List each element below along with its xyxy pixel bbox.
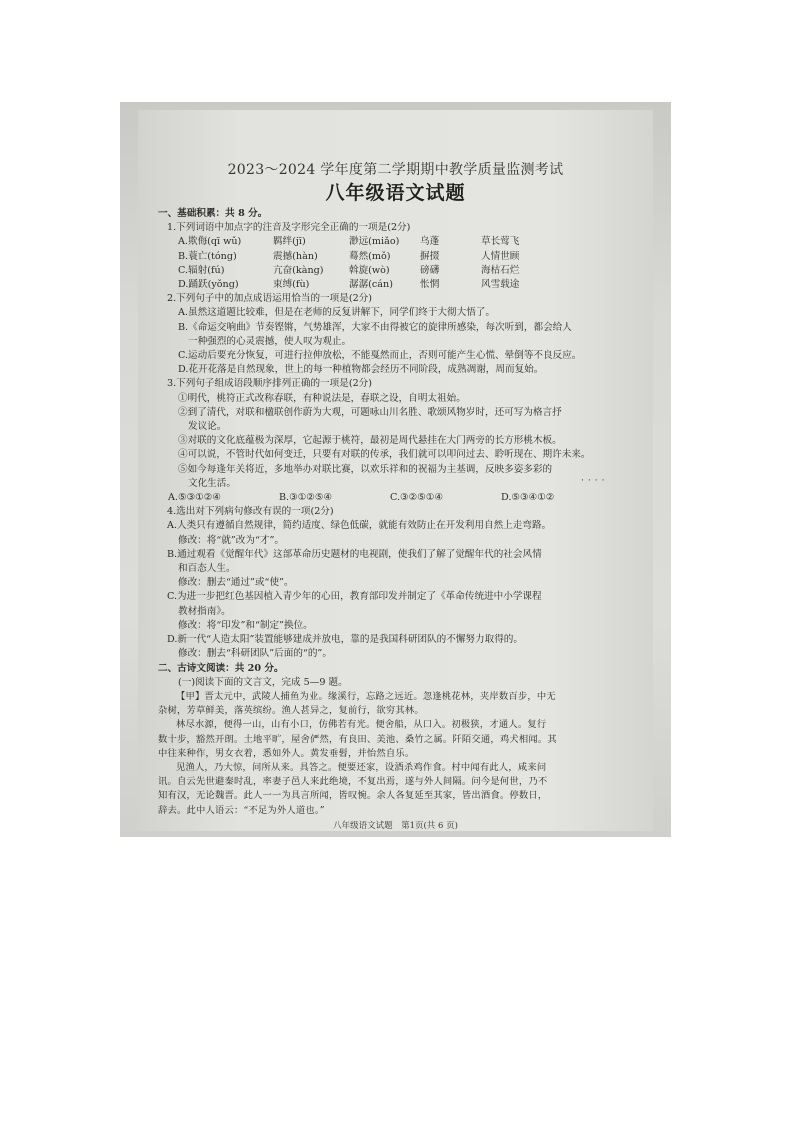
option-cell: 震撼(hàn) xyxy=(273,250,318,262)
question-2-option-cont: 一种强烈的心灵震撼，使人叹为观止。 xyxy=(188,335,352,347)
exam-content xyxy=(158,152,636,818)
option-cell: 潺潺(cán) xyxy=(349,279,393,291)
option-cell: D.踊跃(yǒng) xyxy=(178,279,239,291)
question-4-lines xyxy=(158,519,636,661)
question-4-line: B.通过观看《觉醒年代》这部革命历史题材的电视剧，使我们了解了觉醒年代的社会风情 xyxy=(167,548,542,560)
option-cell: 束缚(fù) xyxy=(273,279,310,291)
question-4-line: 修改：删去“科研团队”后面的“的”。 xyxy=(178,648,332,660)
option-cell: 乌蓬 xyxy=(420,236,440,248)
question-2-option: A.虽然这道题比较难，但是在老师的反复讲解下，同学们终于大彻大悟了。 xyxy=(178,307,495,319)
option-cell: B.蓑亡(tóng) xyxy=(178,250,237,262)
option-cell: 蓦然(mǒ) xyxy=(349,250,391,262)
question-1-option-row xyxy=(158,235,636,249)
exam-title: 2023～2024 学年度第二学期期中教学质量监测考试 xyxy=(227,162,564,178)
option-cell: 摒掇 xyxy=(420,250,440,262)
question-4-line: D.新一代“人造太阳”装置能够建成并放电，靠的是我国科研团队的不懈努力取得的。 xyxy=(167,634,523,646)
classical-passage xyxy=(158,690,636,818)
option-cell: 斡旋(wò) xyxy=(349,264,390,276)
question-3-sentence: ④可以说，不管时代如何变迁，只要有对联的传承，我们就可以叩问过去、聆听现在、期许未来。 xyxy=(178,449,591,461)
question-1-option-row xyxy=(158,264,636,278)
question-4-line: 修改：将“印发”和“制定”换位。 xyxy=(178,619,313,631)
passage-line: 辞去。此中人语云：“不足为外人道也。” xyxy=(158,804,325,816)
question-3-sentence: ③对联的文化底蕴极为深厚，它起源于桃符，最初是周代悬挂在大门两旁的长方形桃木板。 xyxy=(178,435,562,447)
question-2-option: B.《命运交响曲》节奏铿锵，气势雄浑，大家不由得被它的旋律所感染，每次听到，都会给人 xyxy=(178,321,572,333)
question-3-stem: 3.下列句子组成语段顺序排列正确的一项是(2分) xyxy=(167,378,373,390)
question-4-line: A.人类只有遵循自然规律，简约适度、绿色低碳，就能有效防止在开发利用自然上走弯路。 xyxy=(167,520,552,532)
option-cell: 海枯石烂 xyxy=(481,264,520,276)
question-4-line: C.为进一步把红色基因植入青少年的心田，教育部印发并制定了《革命传统进中小学课程 xyxy=(167,591,542,603)
question-3-sentence: ②到了清代，对联和楹联创作蔚为大观，可题咏山川名胜、歌颂风物岁时，还可写为格言抒 xyxy=(178,406,562,418)
passage-line: 【甲】晋太元中，武陵人捕鱼为业。缘溪行，忘路之远近。忽逢桃花林，夹岸数百步，中无 xyxy=(176,690,556,702)
option-cell: C.辐射(fú) xyxy=(178,264,225,276)
passage-line: 讯。自云先世避秦时乱，率妻子邑人来此绝境，不复出焉，遂与外人间隔。问今是何世，乃不 xyxy=(158,776,548,788)
reading-instruction: (一)阅读下面的文言文，完成 5—9 题。 xyxy=(178,676,348,688)
question-1-stem: 1.下列词语中加点字的注音及字形完全正确的一项是(2分) xyxy=(167,222,411,234)
section-2-heading: 二、古诗文阅读：共 20 分。 xyxy=(158,662,284,674)
exam-subject-title: 八年级语文试题 xyxy=(325,182,466,204)
question-2-option: C.运动后要充分恢复，可进行拉伸放松，不能戛然而止，否则可能产生心慌、晕倒等不良反应。 xyxy=(178,350,582,362)
question-3-options xyxy=(158,491,636,505)
question-3-sentence: ①明代，桃符正式改称春联，有种说法是，春联之设，自明太祖始。 xyxy=(178,392,466,404)
passage-line: 林尽水源，便得一山，山有小口，仿佛若有光。便舍船，从口入。初极狭，才通人。复行 xyxy=(176,719,547,731)
passage-line: 中往来种作，男女衣着，悉如外人。黄发垂髫，并怡然自乐。 xyxy=(158,747,415,759)
passage-line: 杂树，芳草鲜美，落英缤纷。渔人甚异之，复前行，欲穷其林。 xyxy=(158,705,424,717)
option-d: D.⑤③④①② xyxy=(501,492,555,504)
question-4-stem: 4.选出对下列病句修改有误的一项(2分) xyxy=(167,506,334,518)
question-4-line: 修改：将“就”改为“才”。 xyxy=(178,534,284,546)
option-cell: 怅惘 xyxy=(420,279,440,291)
question-3-sentence-cont: 发议论。 xyxy=(188,421,227,433)
option-cell: 磅礴 xyxy=(420,264,440,276)
section-1-heading: 一、基础积累：共 8 分。 xyxy=(158,208,268,219)
option-cell: 人情世顾 xyxy=(481,250,520,262)
option-cell: A.欺侮(qī wǔ) xyxy=(178,236,242,248)
question-1-option-row xyxy=(158,250,636,264)
question-4-line: 修改：删去“通过”或“使”。 xyxy=(178,577,294,589)
option-a: A.⑤③①②④ xyxy=(168,492,221,504)
option-c: C.③②⑤①④ xyxy=(390,492,444,504)
passage-line: 知有汉，无论魏晋。此人一一为具言所闻，皆叹惋。余人各复延至其家，皆出酒食。停数日， xyxy=(158,790,548,802)
question-1-options xyxy=(158,235,636,292)
question-3-sentence-cont: 文化生活。 xyxy=(188,477,236,489)
passage-line: 见渔人，乃大惊，问所从来。具答之。便要还家，设酒杀鸡作食。村中闻有此人，咸来问 xyxy=(176,761,547,773)
option-cell: 草长莺飞 xyxy=(481,236,520,248)
question-4-line: 教材指南》。 xyxy=(178,605,231,617)
emphasis-dots: ···· xyxy=(581,476,609,486)
question-2-stem: 2.下列句子中的加点成语运用恰当的一项是(2分) xyxy=(167,293,373,305)
question-2-option: D.花开花落是自然现象，世上的每一种植物都会经历不同阶段，成熟凋谢，周而复始。 xyxy=(178,364,544,376)
question-1-option-row xyxy=(158,278,636,292)
option-cell: 亢奋(kàng) xyxy=(273,264,324,276)
option-cell: 渺远(miǎo) xyxy=(349,236,400,248)
page-footer: 八年级语文试题 第1页(共 6 页) xyxy=(333,821,458,831)
option-cell: 风雪载途 xyxy=(481,279,520,291)
question-3-sentence: ⑤如今每逢年关将近，多地举办对联比赛，以欢乐祥和的祝福为主基调，反映多姿多彩的 xyxy=(178,463,553,475)
question-4-line: 和百态人生。 xyxy=(178,563,236,575)
exam-page-photo xyxy=(120,102,671,837)
option-cell: 羁绊(jī) xyxy=(273,236,306,248)
option-b: B.③①②⑤④ xyxy=(279,492,333,504)
passage-line: 数十步，豁然开朗。土地平旷，屋舍俨然，有良田、美池、桑竹之属。阡陌交通，鸡犬相闻。其 xyxy=(158,733,557,745)
